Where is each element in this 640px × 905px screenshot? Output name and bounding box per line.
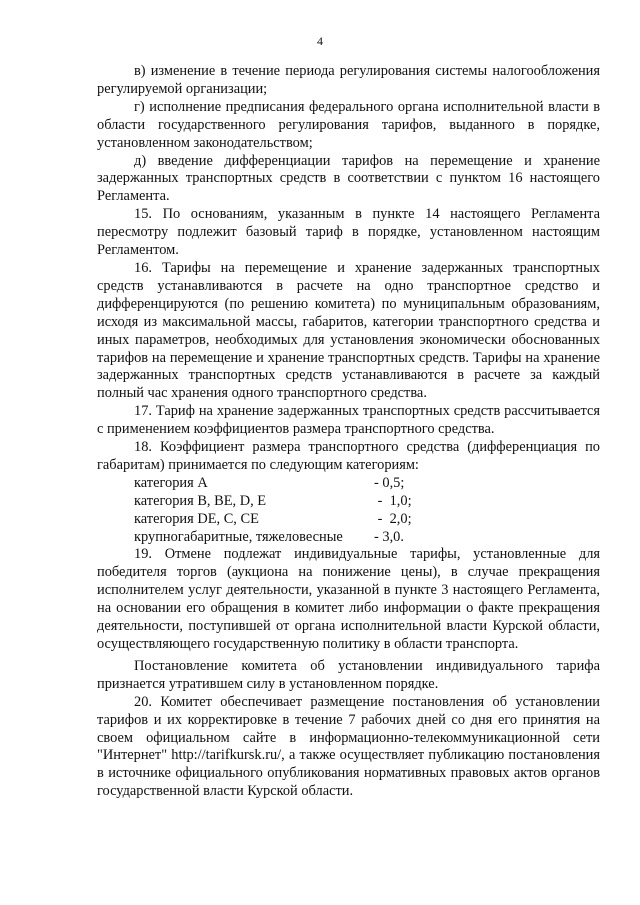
paragraph-20: 20. Комитет обеспечивает размещение постановления об установлении тарифов и их корректировке в течение 7 рабочих дней со дня его принятия на своем официальном сайте в информационно-телекоммуникационной сети "Интернет" http://tarifkursk.ru/, а также осуществляет публикацию постановления в источнике официального опубликования нормативных правовых актов органов государственной власти Курской области. xyxy=(97,693,600,800)
category-item xyxy=(97,511,600,529)
paragraph-v: в) изменение в течение периода регулирования системы налогообложения регулируемой организации; xyxy=(97,63,600,97)
category-name: категория В, ВЕ, D, Е xyxy=(134,492,267,509)
paragraph-19-continuation: Постановление комитета об установлении индивидуального тарифа признается утратившем силу в установленном порядке. xyxy=(97,657,600,692)
category-item xyxy=(97,475,600,493)
paragraph-15: 15. По основаниям, указанным в пункте 14 настоящего Регламента пересмотру подлежит базовый тариф в порядке, установленном настоящим Регламентом. xyxy=(97,206,600,259)
paragraph-18: 18. Коэффициент размера транспортного средства (дифференциация по габаритам) принимается по следующим категориям: xyxy=(97,439,600,473)
category-item xyxy=(97,493,600,511)
paragraph-16: 16. Тарифы на перемещение и хранение задержанных транспортных средств устанавливаются в расчете на одно транспортное средство и дифференцируются (по решению комитета) по муниципальным образованиям, исходя из максимальной массы, габаритов, категории транспортного средства и иных параметров, необходимых для установления экономически обоснованных тарифов на перемещение и хранение транспортных средств. Тарифы на хранение задержанных транспортных средств устанавливаются в расчете за каждый полный час хранения одного транспортного средства. xyxy=(97,259,600,402)
category-value: - 1,0; xyxy=(374,492,412,509)
category-name: категория А xyxy=(134,474,208,491)
category-item xyxy=(97,529,600,547)
category-value: - 3,0. xyxy=(374,528,404,545)
category-value: - 2,0; xyxy=(374,510,412,527)
paragraph-19: 19. Отмене подлежат индивидуальные тарифы, установленные для победителя торгов (аукциона на понижение цены), в случае прекращения исполнителем услуг деятельности, указанной в пункте 3 настоящего Регламента, на основании его обращения в комитет либо информации о факте прекращения деятельности, поступившей от органа исполнительной власти Курской области, осуществляющего государственную политику в области транспорта. xyxy=(97,546,600,652)
paragraph-g: г) исполнение предписания федерального органа исполнительной власти в области государственного регулирования тарифов, выданного в порядке, установленном законодательством; xyxy=(97,98,600,151)
paragraph-d: д) введение дифференциации тарифов на перемещение и хранение задержанных транспортных средств в соответствии с пунктом 16 настоящего Регламента. xyxy=(97,152,600,205)
document-body xyxy=(97,63,600,801)
page-number: 4 xyxy=(317,34,323,48)
category-name: категория DE, С, СЕ xyxy=(134,510,259,527)
paragraph-17: 17. Тариф на хранение задержанных транспортных средств рассчитывается с применением коэффициентов размера транспортного средства. xyxy=(97,403,600,438)
category-value: - 0,5; xyxy=(374,474,405,491)
category-name: крупногабаритные, тяжеловесные xyxy=(134,528,343,545)
category-list xyxy=(97,475,600,547)
